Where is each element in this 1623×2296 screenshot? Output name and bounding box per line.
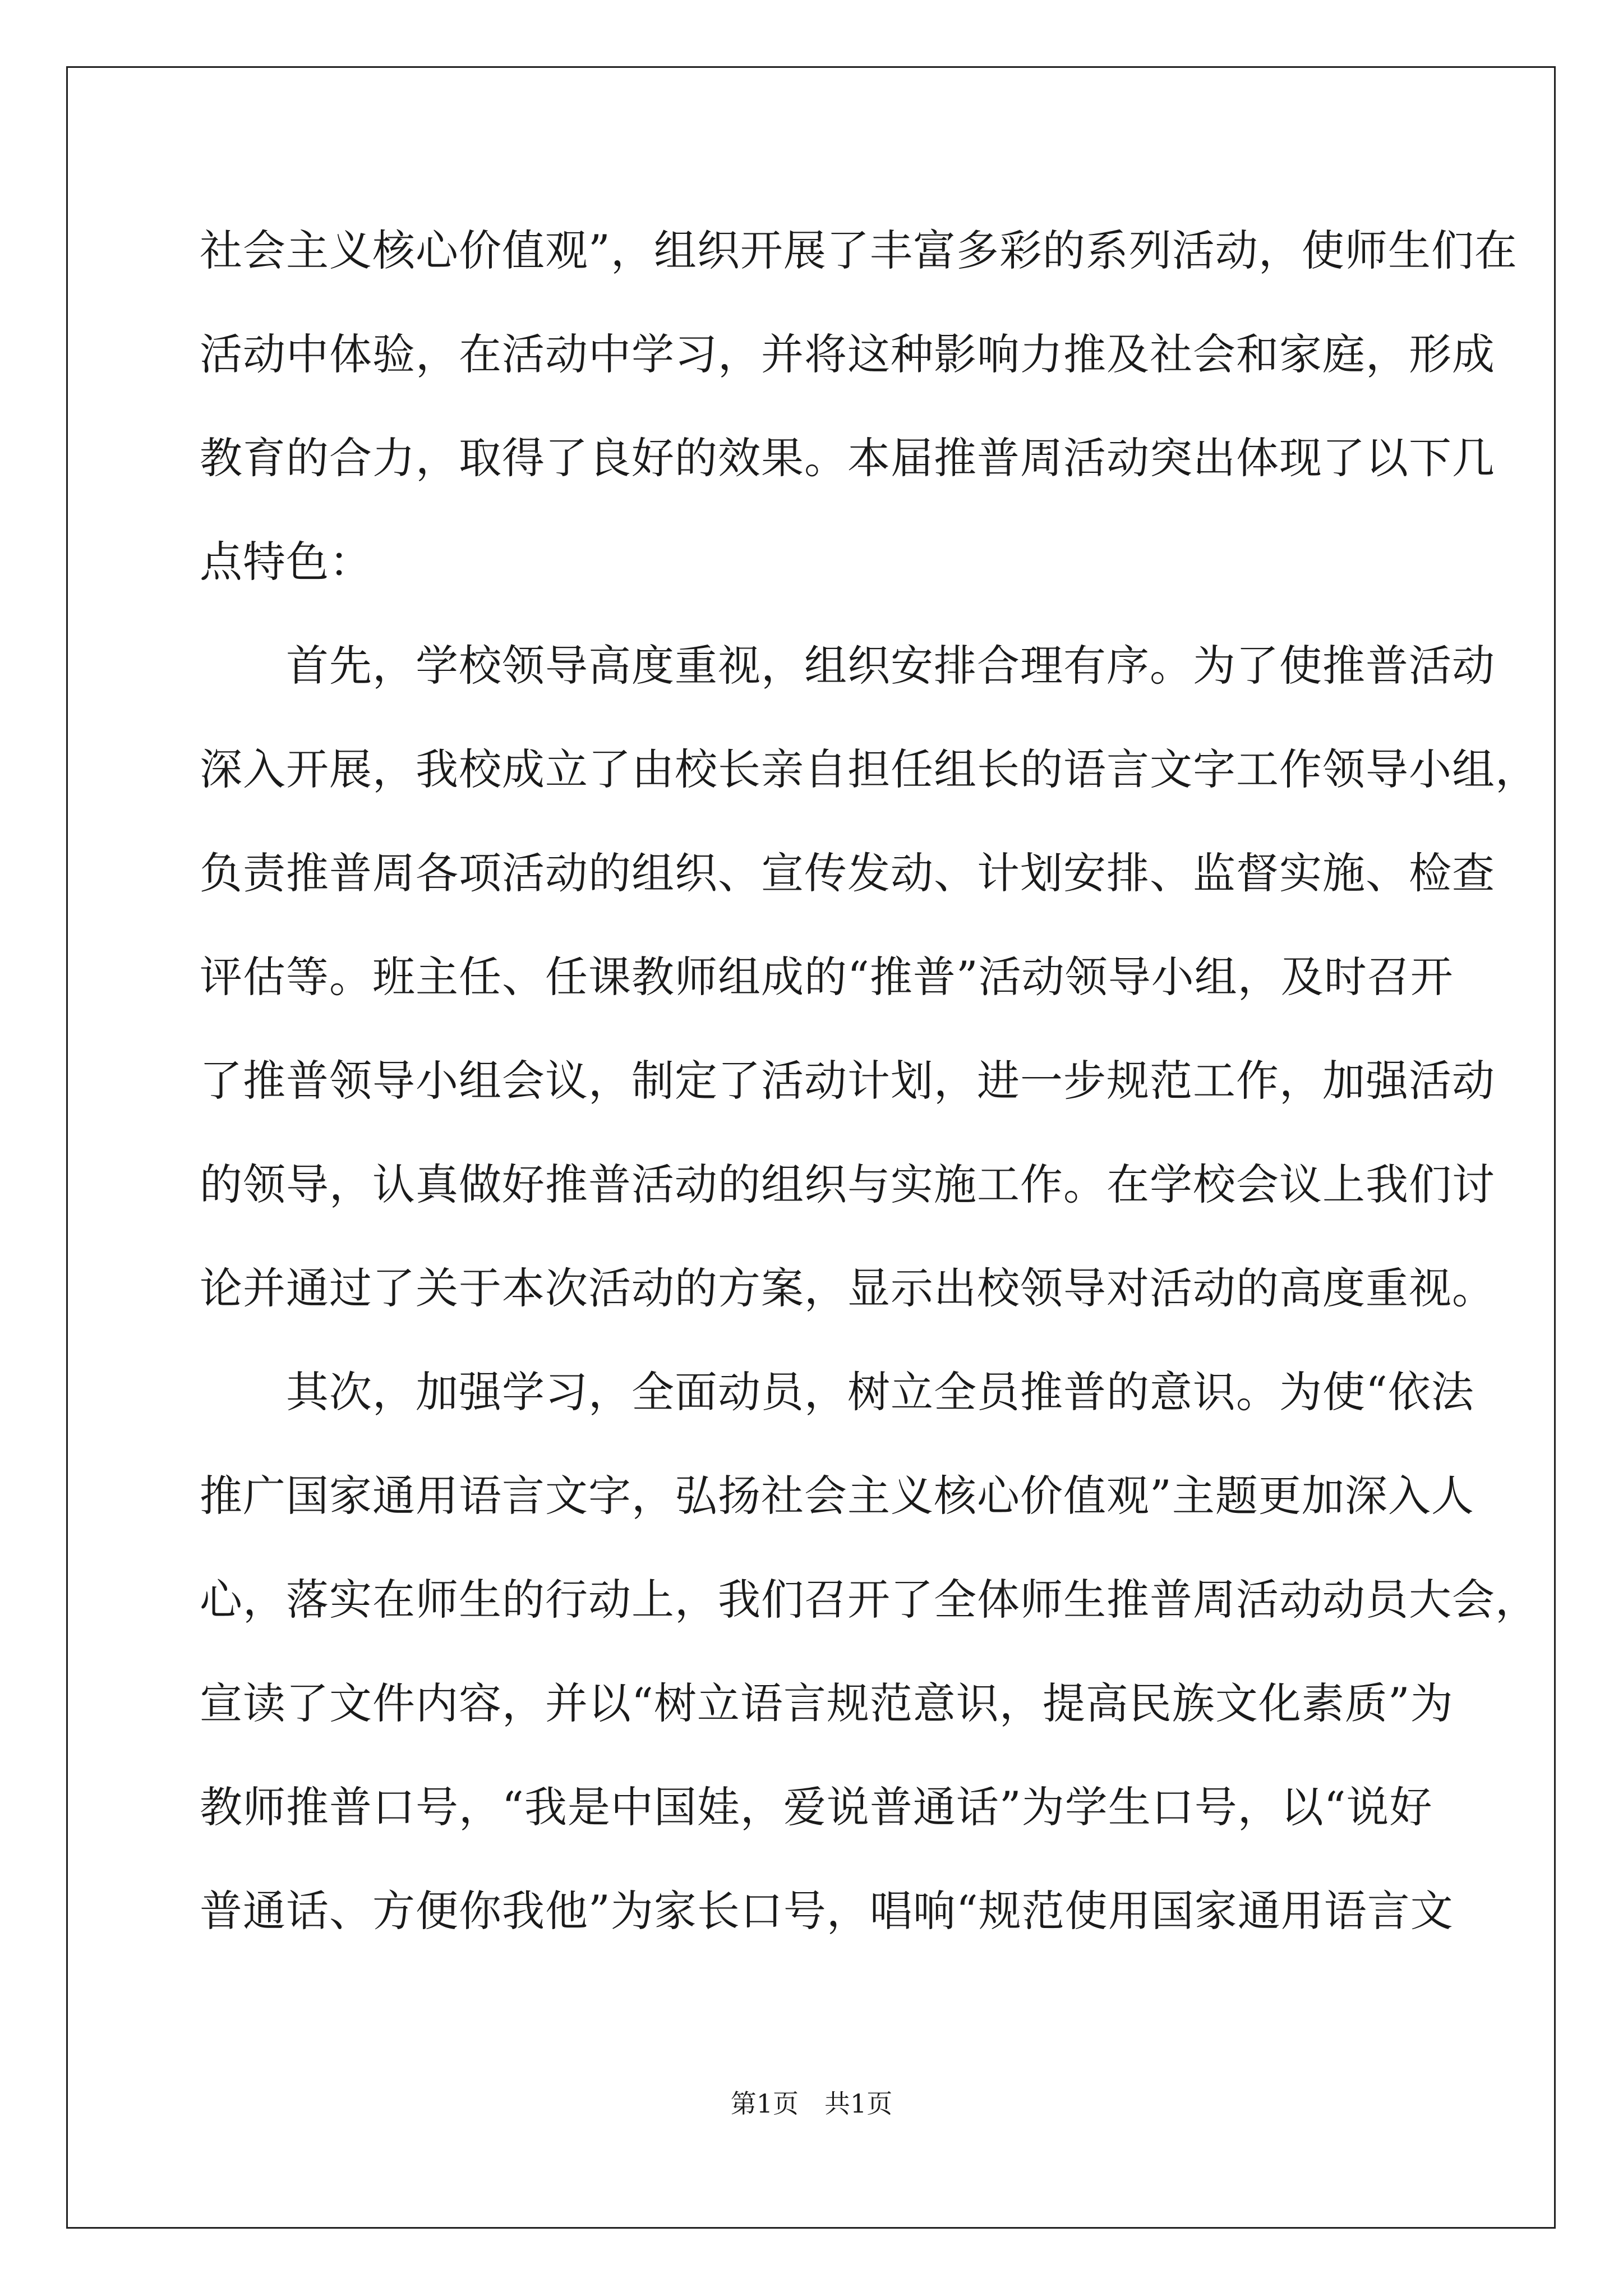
text-line: 的领导，认真做好推普活动的组织与实施工作。在学校会议上我们讨 — [200, 1159, 1495, 1209]
text-line: 评估等。班主任、任课教师组成的“推普”活动领导小组，及时召开 — [200, 952, 1454, 1002]
text-line: 宣读了文件内容，并以“树立语言规范意识，提高民族文化素质”为 — [200, 1678, 1454, 1728]
text-line: 点特色： — [200, 537, 372, 587]
text-line: 推广国家通用语言文字，弘扬社会主义核心价值观”主题更加深入人 — [200, 1471, 1474, 1521]
text-line: 其次，加强学习，全面动员，树立全员推普的意识。为使“依法 — [200, 1367, 1474, 1417]
document-body — [200, 220, 1538, 1984]
text-line: 教师推普口号，“我是中国娃，爱说普通话”为学生口号，以“说好 — [200, 1782, 1433, 1832]
text-line: 首先，学校领导高度重视，组织安排合理有序。为了使推普活动 — [200, 641, 1495, 691]
text-line: 了推普领导小组会议，制定了活动计划，进一步规范工作，加强活动 — [200, 1056, 1495, 1106]
page-footer: 第1页 共1页 — [730, 2088, 893, 2119]
text-line: 社会主义核心价值观”，组织开展了丰富多彩的系列活动，使师生们在 — [200, 226, 1518, 275]
text-line: 深入开展，我校成立了由校长亲自担任组长的语言文字工作领导小组， — [200, 744, 1538, 794]
text-line: 活动中体验，在活动中学习，并将这种影响力推及社会和家庭，形成 — [200, 329, 1495, 379]
text-line: 负责推普周各项活动的组织、宣传发动、计划安排、监督实施、检查 — [200, 848, 1495, 898]
text-line: 教育的合力，取得了良好的效果。本届推普周活动突出体现了以下几 — [200, 433, 1495, 483]
text-line: 论并通过了关于本次活动的方案，显示出校领导对活动的高度重视。 — [200, 1263, 1495, 1313]
text-line: 心，落实在师生的行动上，我们召开了全体师生推普周活动动员大会， — [200, 1575, 1538, 1625]
text-line: 普通话、方便你我他”为家长口号，唱响“规范使用国家通用语言文 — [200, 1886, 1454, 1936]
